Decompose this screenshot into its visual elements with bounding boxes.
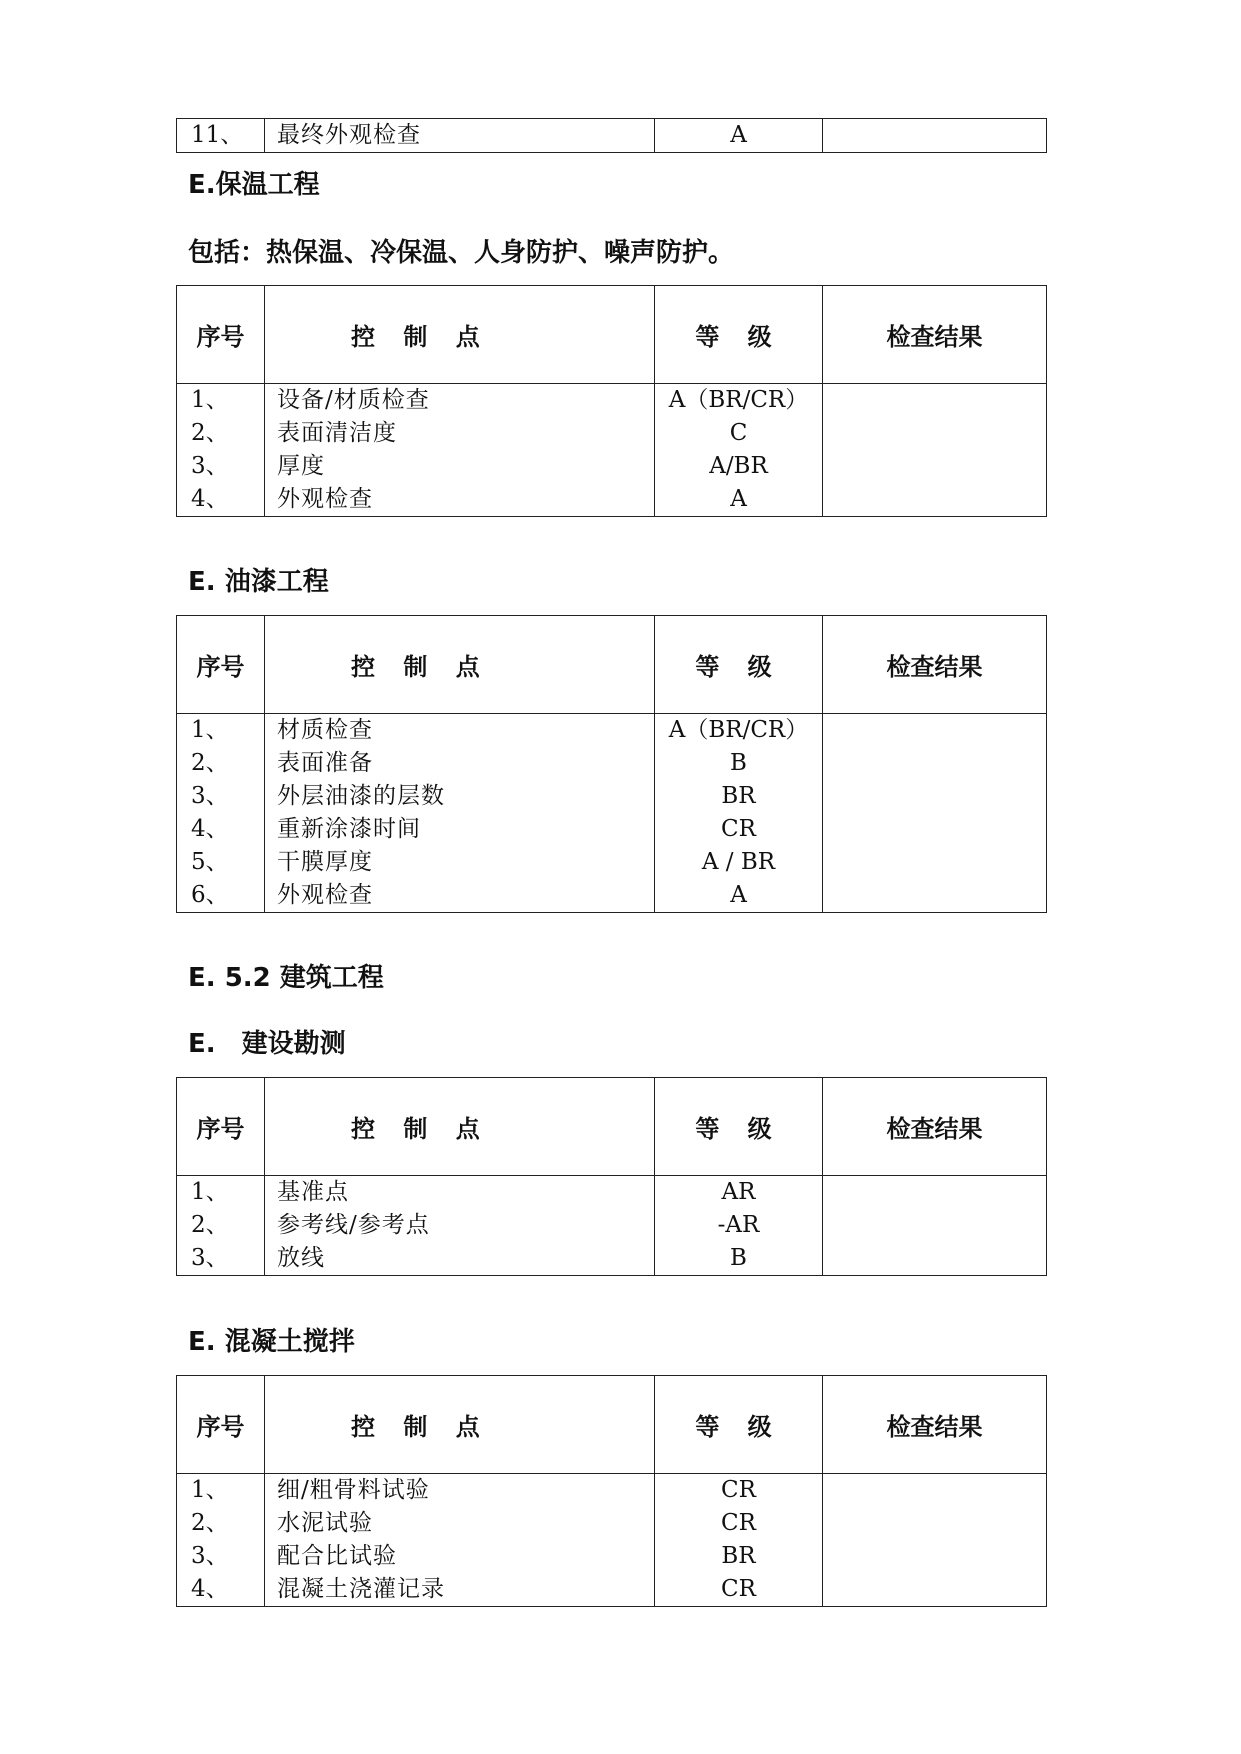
table-body	[177, 1176, 1047, 1276]
grade: BR	[721, 783, 756, 809]
row-number: 2、	[191, 420, 229, 446]
grade: A	[655, 119, 823, 153]
number-column	[177, 1474, 265, 1607]
control-point: 水泥试验	[277, 1510, 373, 1536]
header-number: 序号	[177, 616, 265, 714]
header-control-point: 控 制 点	[265, 1376, 655, 1474]
grade: CR	[721, 1510, 756, 1536]
grade: A（BR/CR）	[668, 387, 809, 413]
control-point: 配合比试验	[277, 1543, 397, 1569]
section-subtitle: 包括：热保温、冷保温、人身防护、噪声防护。	[188, 238, 735, 268]
control-point: 表面清洁度	[277, 420, 397, 446]
grade: BR	[721, 1543, 756, 1569]
number-column	[177, 384, 265, 517]
control-point: 重新涂漆时间	[277, 816, 421, 842]
survey-table	[176, 1077, 1047, 1276]
section-title: E. 混凝土搅拌	[188, 1327, 355, 1357]
row-number: 1、	[191, 1477, 229, 1503]
row-number: 1、	[191, 717, 229, 743]
header-grade: 等 级	[655, 286, 823, 384]
grade: B	[730, 1245, 747, 1271]
row-number: 3、	[191, 453, 229, 479]
header-grade: 等 级	[655, 1078, 823, 1176]
grade-column	[655, 714, 823, 913]
number-column	[177, 1176, 265, 1276]
table-header	[177, 1078, 1047, 1176]
table-header	[177, 1376, 1047, 1474]
table-body	[177, 384, 1047, 517]
grade-column	[655, 384, 823, 517]
table-body	[177, 714, 1047, 913]
row-number: 4、	[191, 1576, 229, 1602]
control-point-column	[265, 714, 655, 913]
result-column	[823, 1474, 1047, 1607]
section-title: E. 油漆工程	[188, 567, 329, 597]
row-number: 3、	[191, 1543, 229, 1569]
control-point: 外观检查	[277, 486, 373, 512]
grade: A	[730, 882, 747, 908]
control-point: 基准点	[277, 1179, 349, 1205]
grade: C	[729, 420, 748, 446]
grade: CR	[721, 1477, 756, 1503]
row-number: 4、	[191, 486, 229, 512]
table-header	[177, 286, 1047, 384]
table-row	[177, 119, 1047, 153]
grade: -AR	[717, 1212, 760, 1238]
continuation-table	[176, 118, 1047, 153]
grade: CR	[721, 1576, 756, 1602]
row-number: 2、	[191, 1510, 229, 1536]
header-grade: 等 级	[655, 616, 823, 714]
row-number: 11、	[177, 119, 265, 153]
control-point-column	[265, 384, 655, 517]
grade: A / BR	[701, 849, 776, 875]
check-result	[823, 119, 1047, 153]
grade-column	[655, 1176, 823, 1276]
row-number: 1、	[191, 1179, 229, 1205]
row-number: 3、	[191, 1245, 229, 1271]
header-grade: 等 级	[655, 1376, 823, 1474]
grade: CR	[721, 816, 756, 842]
row-number: 2、	[191, 1212, 229, 1238]
control-point: 表面准备	[277, 750, 373, 776]
result-column	[823, 714, 1047, 913]
header-result: 检查结果	[823, 286, 1047, 384]
number-column	[177, 714, 265, 913]
row-number: 1、	[191, 387, 229, 413]
painting-table	[176, 615, 1047, 913]
control-point: 外层油漆的层数	[277, 783, 445, 809]
section-subtitle: E. 建设勘测	[188, 1029, 346, 1059]
control-point: 最终外观检查	[265, 119, 655, 153]
header-number: 序号	[177, 286, 265, 384]
control-point: 细/粗骨料试验	[277, 1477, 430, 1503]
row-number: 4、	[191, 816, 229, 842]
header-control-point: 控 制 点	[265, 286, 655, 384]
row-number: 2、	[191, 750, 229, 776]
header-control-point: 控 制 点	[265, 1078, 655, 1176]
grade: B	[730, 750, 747, 776]
header-number: 序号	[177, 1376, 265, 1474]
control-point: 材质检查	[277, 717, 373, 743]
control-point: 混凝土浇灌记录	[277, 1576, 445, 1602]
header-result: 检查结果	[823, 616, 1047, 714]
control-point-column	[265, 1474, 655, 1607]
result-column	[823, 384, 1047, 517]
grade-column	[655, 1474, 823, 1607]
header-control-point: 控 制 点	[265, 616, 655, 714]
control-point-column	[265, 1176, 655, 1276]
header-result: 检查结果	[823, 1078, 1047, 1176]
control-point: 外观检查	[277, 882, 373, 908]
table-header	[177, 616, 1047, 714]
control-point: 设备/材质检查	[277, 387, 430, 413]
row-number: 6、	[191, 882, 229, 908]
insulation-table	[176, 285, 1047, 517]
grade: A/BR	[709, 453, 768, 479]
header-result: 检查结果	[823, 1376, 1047, 1474]
row-number: 5、	[191, 849, 229, 875]
grade: AR	[721, 1179, 756, 1205]
control-point: 厚度	[277, 453, 325, 479]
grade: A（BR/CR）	[668, 717, 809, 743]
header-number: 序号	[177, 1078, 265, 1176]
concrete-table	[176, 1375, 1047, 1607]
section-title: E. 5.2 建筑工程	[188, 963, 384, 993]
result-column	[823, 1176, 1047, 1276]
section-title: E.保温工程	[188, 170, 320, 200]
grade: A	[730, 486, 747, 512]
control-point: 干膜厚度	[277, 849, 373, 875]
control-point: 参考线/参考点	[277, 1212, 430, 1238]
table-body	[177, 1474, 1047, 1607]
row-number: 3、	[191, 783, 229, 809]
control-point: 放线	[277, 1245, 325, 1271]
